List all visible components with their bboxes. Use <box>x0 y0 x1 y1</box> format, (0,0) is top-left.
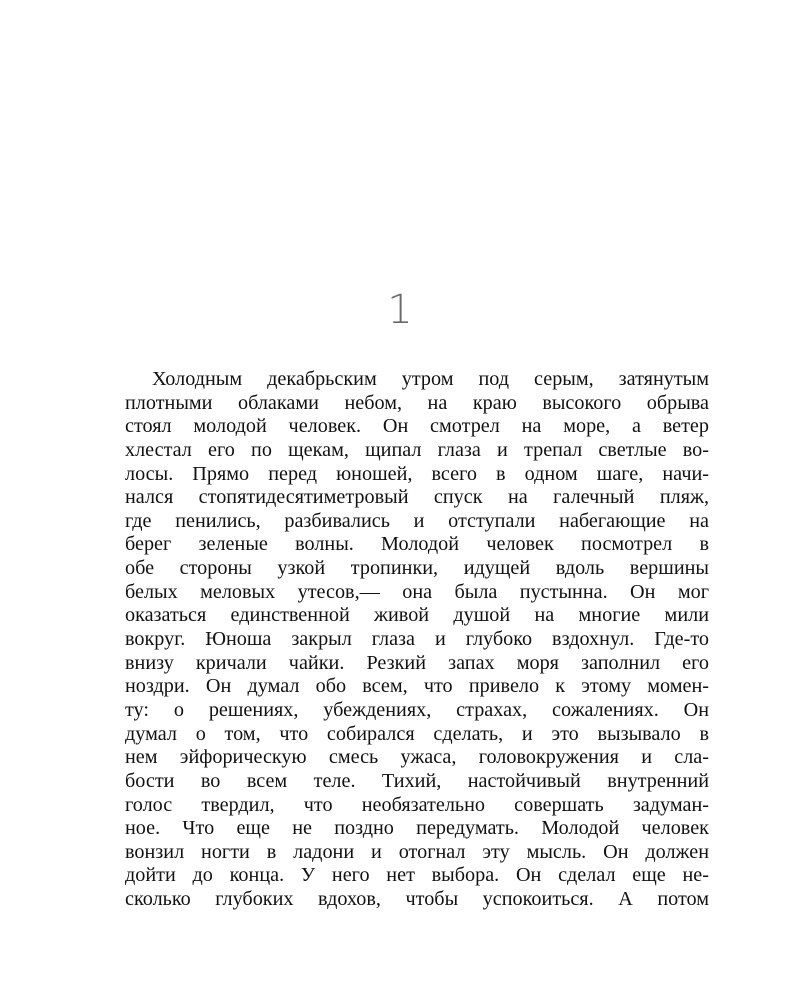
text-line: хлестал его по щекам, щипал глаза и трепал светлые во- <box>125 438 709 461</box>
text-line: где пенились, разбивались и отступали набегающие на <box>125 509 709 532</box>
text-line: внизу кричали чайки. Резкий запах моря заполнил его <box>125 651 709 674</box>
text-line: вонзил ногти в ладони и отогнал эту мысль. Он должен <box>125 840 709 863</box>
text-line: нем эйфорическую смесь ужаса, головокружения и сла- <box>125 746 709 769</box>
chapter-body-text <box>125 368 709 912</box>
text-line: обе стороны узкой тропинки, идущей вдоль вершины <box>125 557 709 580</box>
text-line: ноздри. Он думал обо всем, что привело к этому момен- <box>125 675 709 698</box>
text-line: лосы. Прямо перед юношей, всего в одном шаге, начи- <box>125 462 709 485</box>
text-line: плотными облаками небом, на краю высокого обрыва <box>125 391 709 414</box>
text-line: дойти до конца. У него нет выбора. Он сделал еще не- <box>125 864 709 887</box>
text-line: нался стопятидесятиметровый спуск на галечный пляж, <box>125 486 709 509</box>
text-line: думал о том, что собирался сделать, и это вызывало в <box>125 722 709 745</box>
text-line: белых меловых утесов,— она была пустынна. Он мог <box>125 580 709 603</box>
text-line: стоял молодой человек. Он смотрел на море, а ветер <box>125 415 709 438</box>
text-line: берег зеленые волны. Молодой человек посмотрел в <box>125 533 709 556</box>
text-line: голос твердил, что необязательно совершать задуман- <box>125 793 709 816</box>
text-line: ту: о решениях, убеждениях, страхах, сожалениях. Он <box>125 698 709 721</box>
text-line: вокруг. Юноша закрыл глаза и глубоко вздохнул. Где-то <box>125 628 709 651</box>
text-line: ное. Что еще не поздно передумать. Молодой человек <box>125 817 709 840</box>
text-line: Холодным декабрьским утром под серым, затянутым <box>152 368 709 390</box>
text-line: бости во всем теле. Тихий, настойчивый внутренний <box>125 769 709 792</box>
text-line: оказаться единственной живой душой на многие мили <box>125 604 709 627</box>
text-line: сколько глубоких вдохов, чтобы успокоиться. А потом <box>125 888 709 911</box>
chapter-number: 1 <box>387 287 413 333</box>
